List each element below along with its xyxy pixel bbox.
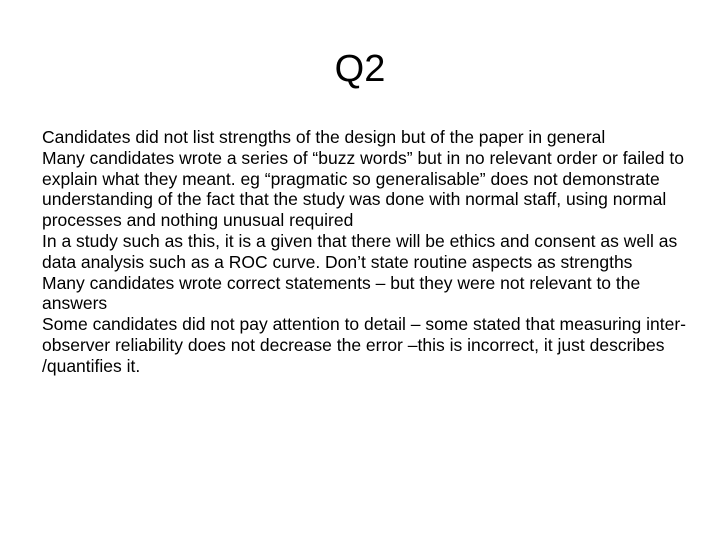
body-paragraph-1: Candidates did not list strengths of the design but of the paper in general [42, 127, 606, 147]
body-paragraph-2: Many candidates wrote a series of “buzz words” but in no relevant order or failed to explain what they meant. eg “pragmatic so generalisable” does not demonstrate understanding of the fact that the study was done with normal staff, using normal processes and nothing unusual required [42, 147, 684, 231]
body-paragraph-5: Some candidates did not pay attention to detail – some stated that measuring inter-observer reliability does not decrease the error –this is incorrect, it just describes /quantifies it. [42, 314, 686, 376]
slide-body [42, 127, 692, 377]
body-paragraph-4: Many candidates wrote correct statements – but they were not relevant to the answers [42, 272, 641, 314]
slide-title: Q2 [334, 48, 386, 90]
body-paragraph-3: In a study such as this, it is a given that there will be ethics and consent as well as data analysis such as a ROC curve. Don’t state routine aspects as strengths [42, 230, 678, 272]
